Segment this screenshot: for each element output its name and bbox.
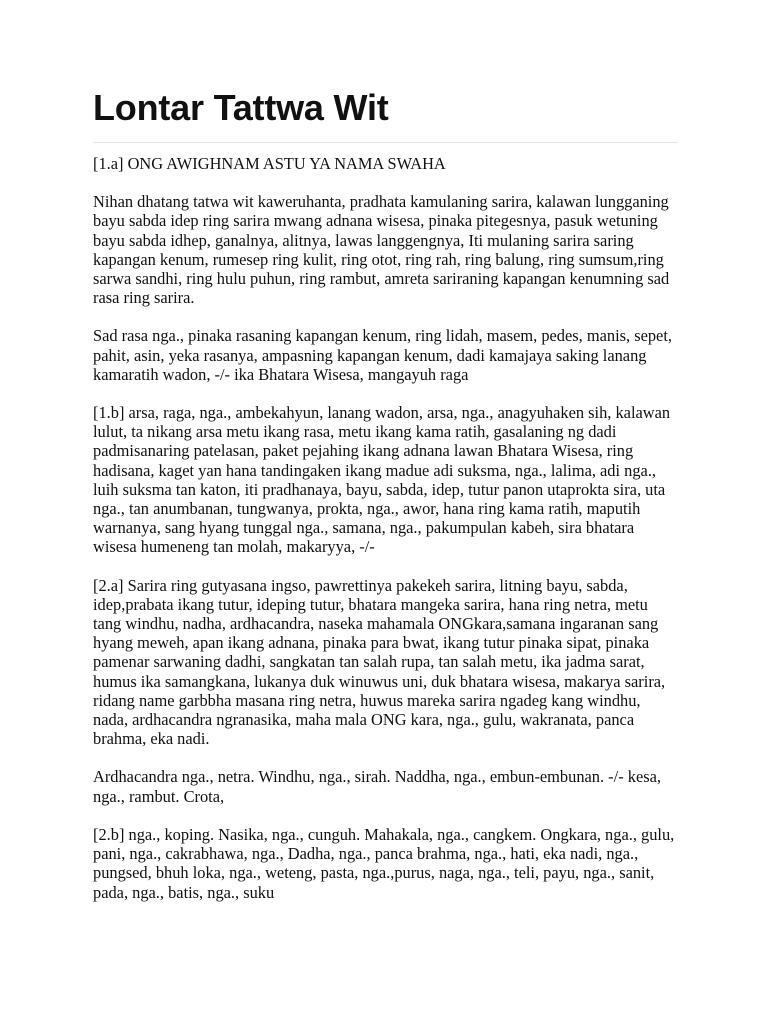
paragraph-introduction: Nihan dhatang tatwa wit kaweruhanta, pradhata kamulaning sarira, kalawan lungganing bayu sabda idep ring sarira mwang adnana wisesa, pinaka pitegesnya, pasuk wetuning bayu sabda idhep, ganalnya, alitnya, lawas langgengnya, Iti mulaning sarira saring kapangan kenum, rumesep ring kulit, ring otot, ring rah, ring balung, ring sumsum,ring sarwa sandhi, ring hulu puhun, ring rambut, amreta sariraning kapangan kenumning sad rasa ring sarira. <box>93 192 670 308</box>
paragraph-invocation: [1.a] ONG AWIGHNAM ASTU YA NAMA SWAHA <box>93 154 446 173</box>
title-divider <box>93 142 678 143</box>
document-page <box>93 0 678 902</box>
paragraph-1b: [1.b] arsa, raga, nga., ambekahyun, lanang wadon, arsa, nga., anagyuhaken sih, kalawan lulut, ta nikang arsa metu ikang rasa, metu ikang kama ratih, gasalaning ng dadi padmisanaring patelasan, paket pejahing ikang adnana lawan Bhatara Wisesa, ring hadisana, kaget yan hana tandingaken ikang madue adi suksma, nga., lalima, adi nga., luih suksma tan katon, iti pradhanaya, bayu, sabda, idep, tutur panon utaprokta sira, uta nga., tan anumbanan, tungwanya, prokta, nga., awor, hana ring kama ratih, maputih warnanya, sang hyang tunggal nga., samana, nga., pakumpulan kabeh, sira bhatara wisesa humeneng tan molah, makaryya, -/- <box>93 403 671 557</box>
paragraph-2b: [2.b] nga., koping. Nasika, nga., cunguh. Mahakala, nga., cangkem. Ongkara, nga., gulu, pani, nga., cakrabhawa, nga., Dadha, nga., panca brahma, nga., hati, eka nadi, nga., pungsed, bhuh loka, nga., weteng, pasta, nga.,purus, naga, nga., teli, payu, nga., sanit, pada, nga., batis, nga., suku <box>93 824 675 902</box>
paragraph-2a: [2.a] Sarira ring gutyasana ingso, pawrettinya pakekeh sarira, litning bayu, sabda, idep,prabata ikang tutur, ideping tutur, bhatara mangeka sarira, hana ring netra, metu tang windhu, nadha, ardhacandra, naseka mahamala ONGkara,samana ingaranan sang hyang meweh, apan ikang adnana, pinaka para bwat, ikang tutur pinaka sipat, pinaka pamenar sarwaning dadhi, sangkatan tan salah rupa, tan salah metu, ika jadma sarat, humus ika samangkana, lukanya duk winuwus uni, duk bhatara wisesa, makarya sarira, ridang name garbbha masana ring netra, huwus mareka sarira ngadeg kang windhu, nada, ardhacandra ngranasika, maha mala ONG kara, nga., gulu, wakranata, panca brahma, eka nadi. <box>93 575 666 749</box>
document-title: Lontar Tattwa Wit <box>93 87 389 128</box>
paragraph-sad-rasa: Sad rasa nga., pinaka rasaning kapangan kenum, ring lidah, masem, pedes, manis, sepet, pahit, asin, yeka rasanya, ampasning kapangan kenum, dadi kamajaya saking lanang kamaratih wadon, -/- ika Bhatara Wisesa, mangayuh raga <box>93 326 672 384</box>
paragraph-ardhacandra: Ardhacandra nga., netra. Windhu, nga., sirah. Naddha, nga., embun-embunan. -/- kesa, nga., rambut. Crota, <box>93 767 661 806</box>
